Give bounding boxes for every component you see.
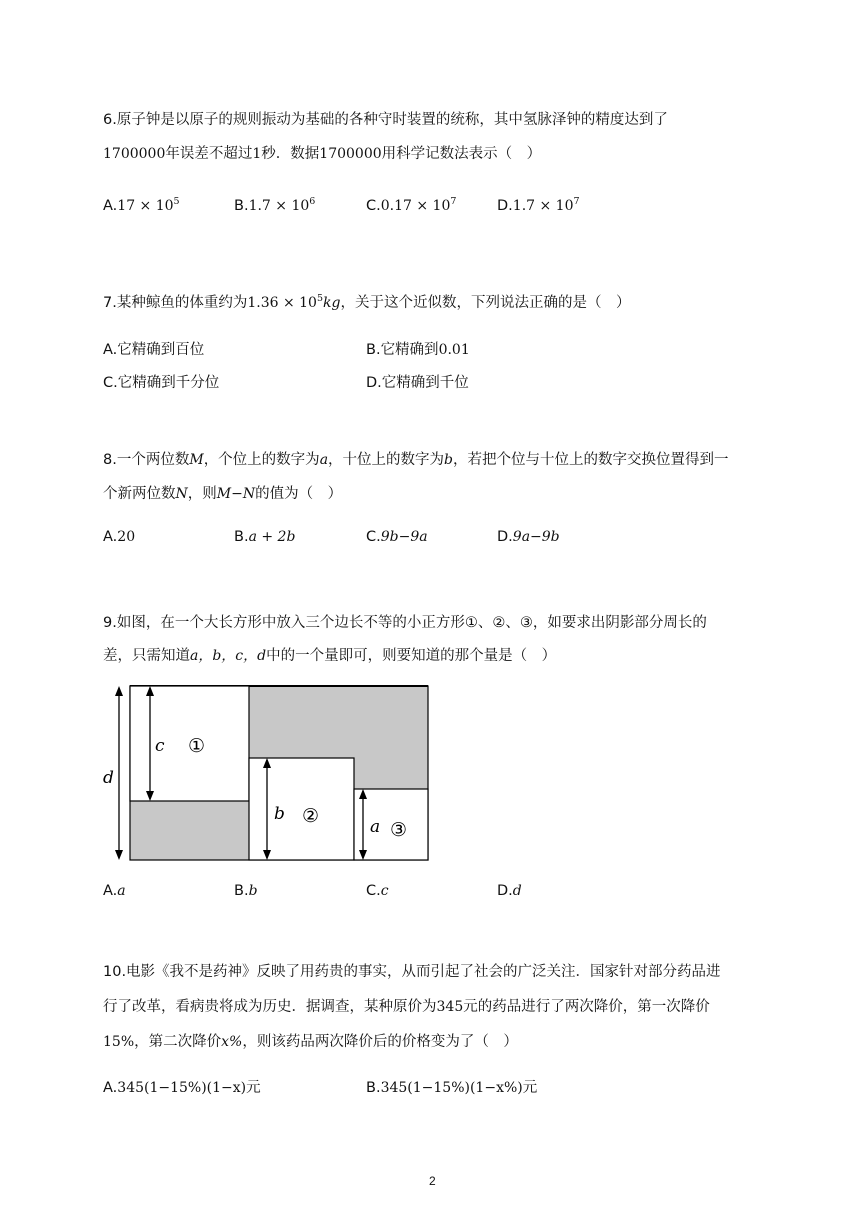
q8-option-d[interactable]: D.9a−9b xyxy=(497,529,560,545)
q9-line1: 9.如图，在一个大长方形中放入三个边长不等的小正方形①、②、③，如要求出阴影部分周长的 xyxy=(103,615,707,631)
shaded-region-bottom-left xyxy=(130,801,249,860)
q6-option-d[interactable]: $D.1.7 \times 10^7$ xyxy=(497,196,580,214)
q6-option-a[interactable]: $A.17 \times 10^5$ xyxy=(103,196,180,214)
q6-option-b[interactable]: $B.1.7 \times 10^6$ xyxy=(234,196,316,214)
q8-line2: 个新两位数N，则M−N的值为（ ） xyxy=(103,486,343,502)
label-d: d xyxy=(103,768,114,788)
q10-line2: 行了改革，看病贵将成为历史．据调查，某种原价为345元的药品进行了两次降价，第一次降价 xyxy=(103,999,710,1015)
q8-line1: 8.一个两位数M，个位上的数字为a，十位上的数字为b，若把个位与十位上的数字交换位置得到一 xyxy=(103,452,729,468)
label-b: b xyxy=(274,804,285,824)
label-a: a xyxy=(370,817,381,837)
q9-line2: 差，只需知道a，b，c，d中的一个量即可，则要知道的那个量是（ ） xyxy=(103,648,557,664)
q10-option-b[interactable]: B.345(1−15%)(1−x%)元 xyxy=(366,1080,538,1096)
d-arrow-down-icon xyxy=(115,850,123,860)
label-c: c xyxy=(155,736,165,756)
q7-line1: 7.某种鲸鱼的体重约为$1.36 \times 10^5kg$，关于这个近似数，下列说法正确的是（ ） xyxy=(103,293,631,311)
label-square-3: ③ xyxy=(390,819,408,841)
q10-line1: 10.电影《我不是药神》反映了用药贵的事实，从而引起了社会的广泛关注．国家针对部分药品进 xyxy=(103,964,721,980)
q7-option-d[interactable]: D.它精确到千位 xyxy=(366,375,469,391)
d-arrow-up-icon xyxy=(115,686,123,696)
q6-line2: 1700000年误差不超过1秒．数据1700000用科学记数法表示（ ） xyxy=(103,146,542,162)
label-square-2: ② xyxy=(302,805,320,827)
rectangle-squares-diagram xyxy=(100,678,440,868)
q6-line1: 6.原子钟是以原子的规则振动为基础的各种守时装置的统称，其中氢脉泽钟的精度达到了 xyxy=(103,112,668,128)
q9-option-b[interactable]: B.b xyxy=(234,883,258,899)
q8-option-b[interactable]: B.a + 2b xyxy=(234,529,296,545)
q8-option-c[interactable]: C.9b−9a xyxy=(366,529,428,545)
q10-option-a[interactable]: A.345(1−15%)(1−x)元 xyxy=(103,1080,261,1096)
q8-option-a[interactable]: A.20 xyxy=(103,529,136,545)
q9-figure xyxy=(100,678,440,872)
q9-option-d[interactable]: D.d xyxy=(497,883,522,899)
q7-option-c[interactable]: C.它精确到千分位 xyxy=(103,375,220,391)
q7-option-a[interactable]: A.它精确到百位 xyxy=(103,342,205,358)
q10-line3: 15%，第二次降价x%，则该药品两次降价后的价格变为了（ ） xyxy=(103,1034,518,1050)
label-square-1: ① xyxy=(188,735,206,757)
q9-option-c[interactable]: C.c xyxy=(366,883,389,899)
q9-option-a[interactable]: A.a xyxy=(103,883,126,899)
page-number: 2 xyxy=(429,1174,436,1188)
q7-option-b[interactable]: B.它精确到0.01 xyxy=(366,342,470,358)
q6-option-c[interactable]: $C.0.17 \times 10^7$ xyxy=(366,196,457,214)
